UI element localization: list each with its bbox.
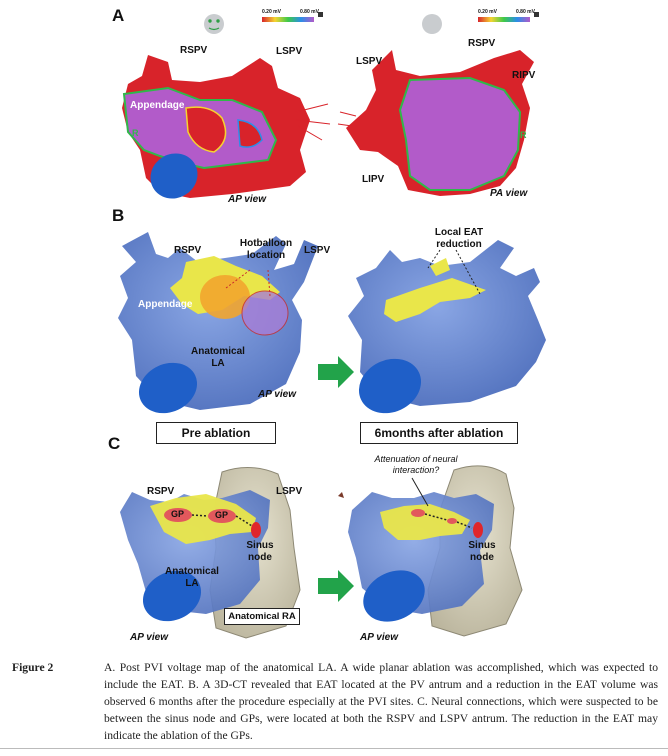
panel-c-marker — [338, 492, 344, 498]
panel-a-head-icon-right — [422, 14, 442, 34]
panel-b-post-ablation-model — [348, 240, 546, 423]
c-lspv-label: LSPV — [276, 486, 303, 497]
b-appendage-label: Appendage — [138, 299, 193, 310]
a-right-rspv-label: RSPV — [468, 38, 496, 49]
c-attenuation-label: Attenuation of neural interaction? — [374, 454, 458, 475]
b-lspv-label: LSPV — [304, 245, 331, 256]
colorbar-max-label: 0.80 mV — [300, 9, 319, 15]
colorbar-right-max-label: 0.80 mV — [516, 9, 535, 15]
caption-text: A. Post PVI voltage map of the anatomical LA. A wide planar ablation was accomplished, which was expected to include the EAT. B. A 3D-CT revealed that EAT located at the PV antrum and a reduction in the EAT volume was observed 6 months after the procedure especially at the PVI sites. C. Neural connections, which were suspected to be between the sinus node and GPs, were located at both the RSPV and LSPV antrum. The reduction in the EAT may indicate the ablation of the GPs. — [104, 661, 658, 742]
a-left-view-label: AP view — [228, 194, 266, 205]
panel-b-letter: B — [112, 206, 125, 225]
c-anatomical-la-label: Anatomical LA — [165, 566, 219, 589]
c-rspv-label: RSPV — [147, 486, 175, 497]
panel-a-head-icon-left — [204, 14, 224, 34]
b-anatomical-la-label: Anatomical LA — [191, 346, 245, 369]
a-right-r-marker: R — [520, 130, 527, 140]
colorbar-min-label: 0.20 mV — [262, 9, 281, 15]
c-right-sinus-node-label: Sinus node — [468, 540, 496, 563]
c-gp2-label: GP — [215, 510, 229, 520]
a-right-view-label: PA view — [490, 188, 528, 199]
a-appendage-label: Appendage — [130, 100, 185, 111]
panel-c-green-arrow — [318, 570, 354, 602]
panel-a-ap-voltage-map — [122, 55, 330, 207]
c-header-post-ablation: 6months after ablation — [360, 422, 518, 444]
colorbar-right-min-label: 0.20 mV — [478, 9, 497, 15]
b-rspv-label: RSPV — [174, 245, 202, 256]
c-header-pre-ablation: Pre ablation — [156, 422, 276, 444]
c-anatomical-ra-box: Anatomical RA — [224, 608, 300, 625]
c-gp1-label: GP — [171, 509, 185, 519]
a-right-lipv-label: LIPV — [362, 174, 385, 185]
c-right-view-label: AP view — [360, 632, 398, 643]
bottom-divider — [0, 748, 668, 749]
a-left-lspv-label: LSPV — [276, 46, 303, 57]
panel-a-letter: A — [112, 6, 125, 25]
panel-b-green-arrow — [318, 356, 354, 388]
b-hotballoon-label: Hotballoon location — [239, 238, 293, 261]
b-local-eat-label: Local EAT reduction — [434, 227, 484, 250]
panel-c-letter: C — [108, 434, 121, 453]
a-left-rspv-label: RSPV — [180, 45, 208, 56]
a-right-lspv-label: LSPV — [356, 56, 383, 67]
c-left-view-label: AP view — [130, 632, 168, 643]
c-sinus-node-label: Sinus node — [246, 540, 274, 563]
b-view-label: AP view — [258, 389, 296, 400]
a-left-r-marker: R — [132, 128, 139, 138]
a-right-ripv-label: RIPV — [512, 70, 536, 81]
figure-label: Figure 2 — [12, 661, 54, 674]
